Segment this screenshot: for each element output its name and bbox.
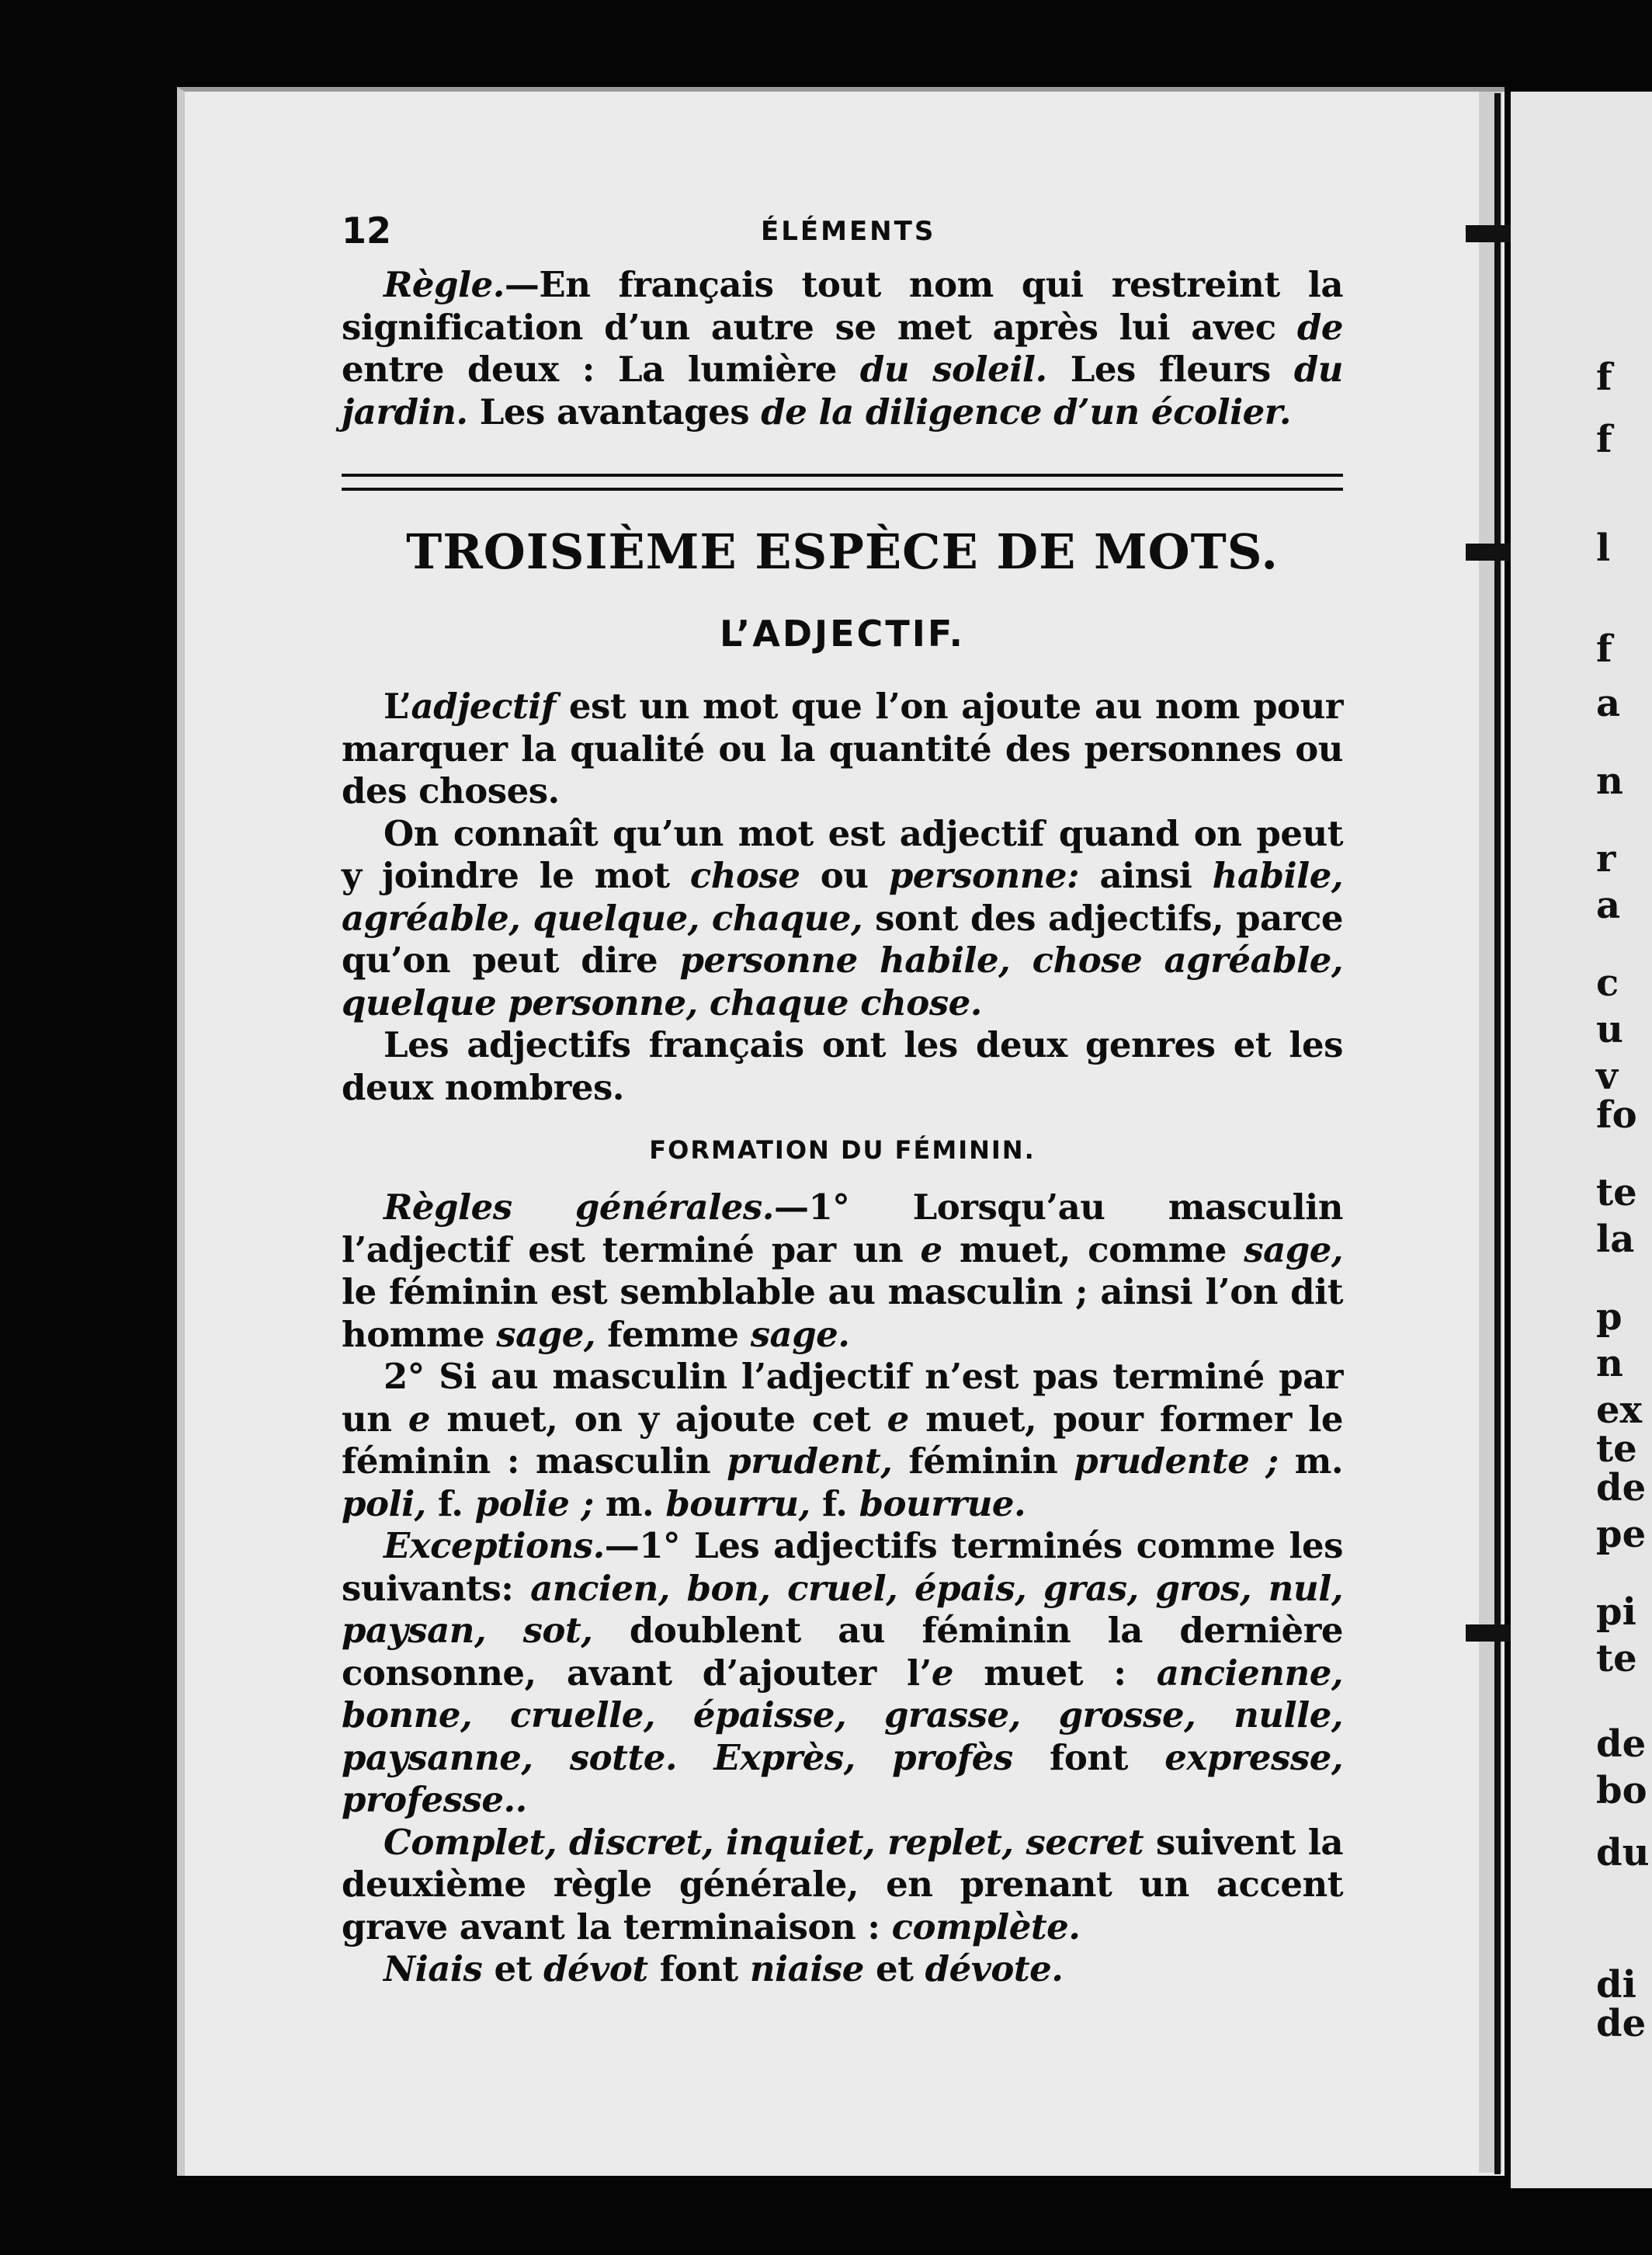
facing-page-fragment: la [1596,1218,1635,1261]
running-head [342,210,1343,264]
facing-page-fragment: p [1596,1295,1622,1339]
facing-page-fragment: r [1596,837,1616,881]
facing-page-fragment: v [1596,1055,1618,1098]
facing-page-fragment: de [1596,2002,1647,2045]
facing-page-edge [1511,92,1652,2188]
test-paragraph: On connaît qu’un mot est adjectif quand on peut y joindre le mot chose ou personne: ainsi habile, agréable, quelque, chaque, sont des adjectifs, parce qu’on peut dire personne habile, chose agréable, quelque personne, chaque chose. [342,812,1343,1023]
genres-paragraph: Les adjectifs français ont les deux genres et les deux nombres. [342,1024,1343,1108]
facing-page-fragment: n [1596,759,1623,803]
feminine-heading: FORMATION DU FÉMININ. [649,1135,1036,1165]
running-title: ÉLÉMENTS [761,216,936,247]
exceptions-paragraph: Exceptions.—1° Les adjectifs terminés comme les suivants: ancien, bon, cruel, épais, gras, gros, nul, paysan, sot, doublent au féminin la dernière consonne, avant d’ajouter l’e muet : ancienne, bonne, cruelle, épaisse, grasse, grosse, nulle, paysanne, sotte. Exprès, profès font expresse, professe.. [342,1525,1344,1820]
facing-page-fragment: pe [1596,1513,1647,1556]
complet-paragraph: Complet, discret, inquiet, replet, secret suivent la deuxième règle générale, en prenant un accent grave avant la terminaison : complète. [342,1821,1343,1948]
definition-paragraph: L’adjectif est un mot que l’on ajoute au nom pour marquer la qualité ou la quantité des personnes ou des choses. [342,686,1343,811]
page-number: 12 [342,210,392,252]
facing-page-fragment: de [1596,1722,1647,1766]
facing-page-fragment: l [1596,526,1611,570]
facing-page-fragment: de [1596,1466,1647,1510]
binding-clip [1466,225,1512,242]
niais-paragraph: Niais et dévot font niaise et dévote. [384,1948,1064,1989]
binding-thread [1494,93,1501,2174]
facing-page-fragment: bo [1596,1769,1647,1812]
facing-page-fragment: c [1596,961,1619,1005]
section-title: TROISIÈME ESPÈCE DE MOTS. [406,523,1279,580]
page-content [342,210,1343,1991]
facing-page-fragment: te [1596,1637,1637,1680]
general-rule-2: 2° Si au masculin l’adjectif n’est pas terminé par un e muet, on y ajoute cet e muet, pour former le féminin : masculin prudent, féminin prudente ; m. poli, f. polie ; m. bourru, f. bourrue. [342,1356,1343,1524]
facing-page-fragment: di [1596,1963,1636,2007]
facing-page-fragment: a [1596,682,1621,725]
facing-page-fragment: fo [1596,1093,1637,1137]
facing-page-fragment: a [1596,884,1621,927]
facing-page-fragment: pi [1596,1590,1636,1634]
binding-clip [1466,544,1512,561]
facing-page-fragment: n [1596,1342,1623,1385]
rule-lead: Règle. [384,264,505,305]
facing-page-fragment: du [1596,1831,1650,1875]
general-rule-1: Règles générales.—1° Lorsqu’au masculin l’adjectif est terminé par un e muet, comme sage, le féminin est semblable au masculin ; ainsi l’on dit homme sage, femme sage. [342,1187,1343,1355]
facing-page-fragment: ex [1596,1388,1643,1432]
facing-page-fragment: u [1596,1008,1623,1051]
rule-paragraph: Règle.—En français tout nom qui restreint la signification d’un autre se met après lui avec de entre deux : La lumière du soleil. Les fleurs du jardin. Les avantages de la diligence d’un écolier. [342,264,1344,433]
binding-clip [1466,1624,1512,1642]
section-subtitle: L’ADJECTIF. [720,613,965,655]
facing-page-fragment: f [1596,627,1612,671]
facing-page-fragment: f [1596,356,1612,399]
double-rule-divider [342,474,1343,491]
facing-page-fragment: te [1596,1171,1637,1214]
facing-page-fragment: f [1596,418,1612,461]
facing-page-fragment: te [1596,1427,1637,1471]
